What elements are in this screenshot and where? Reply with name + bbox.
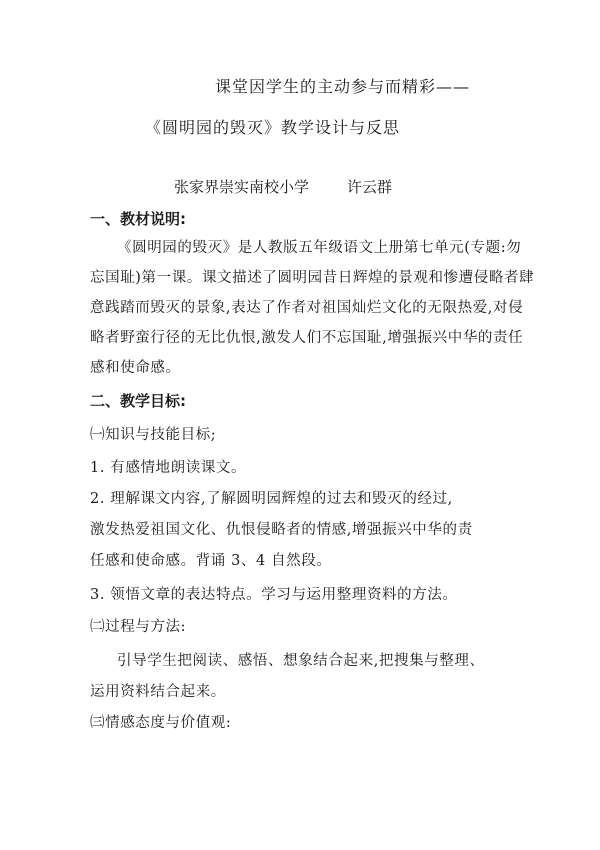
- paragraph-line: 运用资料结合起来。: [90, 684, 226, 700]
- paragraph-line: 忘国耻)第一课。课文描述了圆明园昔日辉煌的景观和惨遭侵略者肆: [90, 270, 535, 286]
- title-line-1: 课堂因学生的主动参与而精彩——: [215, 77, 471, 96]
- paragraph-line: 引导学生把阅读、感悟、想象结合起来,把搜集与整理、: [117, 653, 485, 669]
- title-line-2: 《圆明园的毁灭》教学设计与反思: [145, 118, 401, 137]
- paragraph-line: 感和使命感。: [90, 360, 181, 376]
- subheading-knowledge: ㈠知识与技能目标;: [90, 427, 217, 443]
- paragraph-line: 任感和使命感。背诵 3、4 自然段。: [90, 553, 332, 569]
- paragraph-line: 略者野蛮行径的无比仇恨,激发人们不忘国耻,增强振兴中华的责任: [90, 330, 524, 346]
- subheading-emotion: ㈢情感态度与价值观:: [90, 715, 232, 731]
- paragraph-line: 激发热爱祖国文化、仇恨侵略者的情感,增强振兴中华的责: [90, 522, 473, 538]
- list-item: 3. 领悟文章的表达特点。学习与运用整理资料的方法。: [90, 587, 458, 603]
- paragraph-line: 意践踏而毁灭的景象,表达了作者对祖国灿烂文化的无限热爱,对侵: [90, 300, 524, 316]
- paragraph-line: 《圆明园的毁灭》是人教版五年级语文上册第七单元(专题:勿: [117, 240, 522, 256]
- section-heading-1: 一、教材说明:: [90, 210, 186, 228]
- author-line: [174, 177, 392, 197]
- author-school: 张家界崇实南校小学: [174, 178, 310, 196]
- author-name: 许云群: [347, 178, 393, 196]
- list-item: 1. 有感情地朗读课文。: [90, 460, 247, 476]
- list-item: 2. 理解课文内容,了解圆明园辉煌的过去和毁灭的经过,: [90, 491, 453, 507]
- subheading-process: ㈡过程与方法:: [90, 619, 187, 635]
- section-heading-2: 二、教学目标:: [90, 392, 186, 410]
